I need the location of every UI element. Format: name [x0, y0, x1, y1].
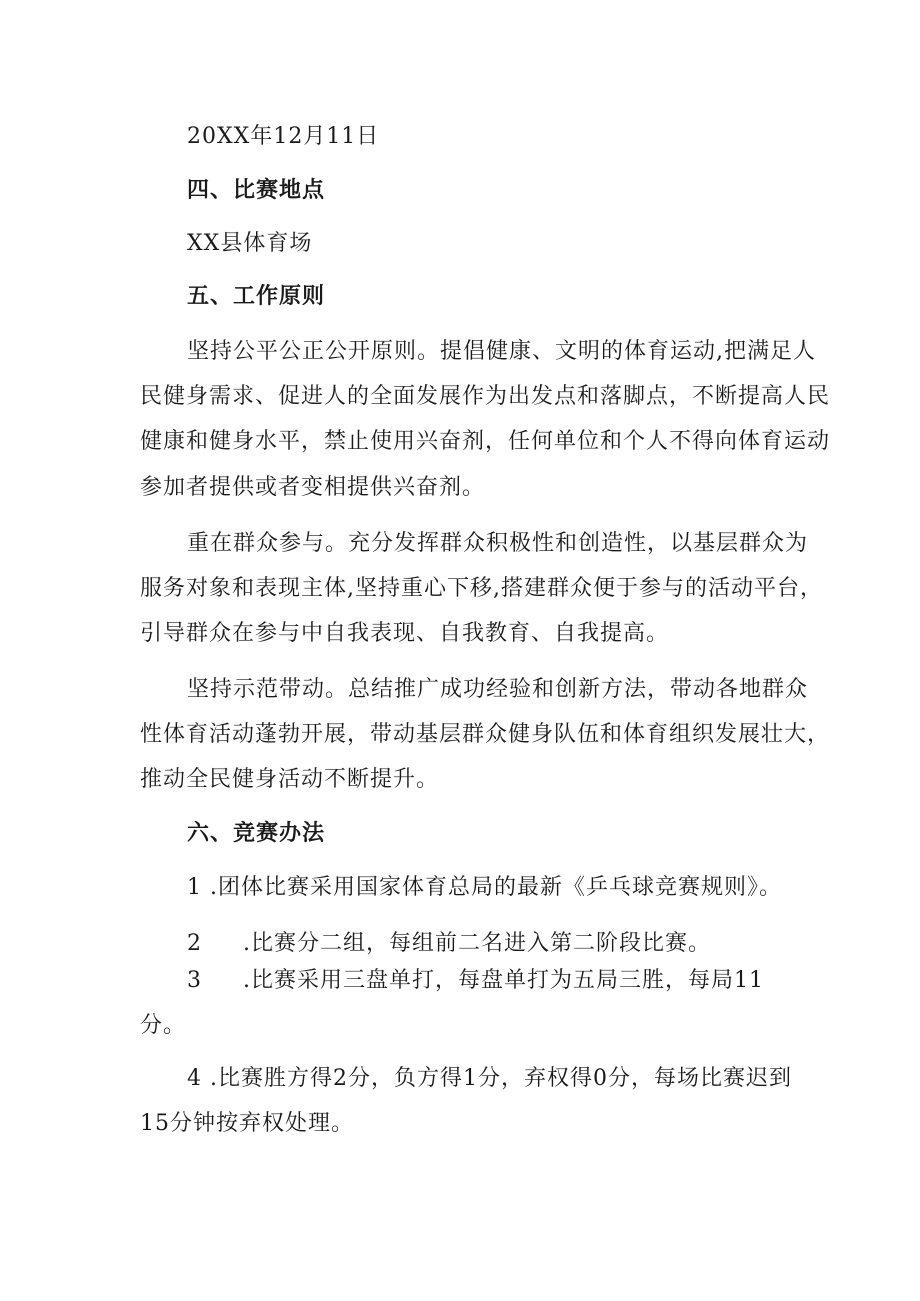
section6-heading: 六、竞赛办法 [187, 821, 326, 846]
section4-heading: 四、比赛地点 [187, 178, 326, 203]
rule-item-3-number: 3 [187, 968, 202, 993]
principle1-line2: 民健身需求、促进人的全面发展作为出发点和落脚点，不断提高人民 [140, 384, 831, 409]
principle3-line1: 坚持示范带动。总结推广成功经验和创新方法，带动各地群众 [187, 677, 809, 702]
date-line: 20XX年12月11日 [187, 124, 380, 149]
rule-item-2-text: .比赛分二组，每组前二名进入第二阶段比赛。 [243, 931, 711, 956]
rule-item-4-line1: 4 .比赛胜方得2分，负方得1分，弃权得0分，每场比赛迟到 [187, 1066, 792, 1091]
rule-item-2-number: 2 [187, 931, 202, 956]
principle1-line1: 坚持公平公正公开原则。提倡健康、文明的体育运动,把满足人 [187, 339, 816, 364]
principle2-line1: 重在群众参与。充分发挥群众积极性和创造性，以基层群众为 [187, 531, 809, 556]
rule-item-3-continued: 分。 [140, 1013, 187, 1038]
rule-item-3 [187, 966, 837, 996]
principle3-line2: 性体育活动蓬勃开展，带动基层群众健身队伍和体育组织发展壮大， [140, 722, 831, 747]
venue-text: XX县体育场 [187, 231, 313, 256]
rule-item-4-line2: 15分钟按弃权处理。 [140, 1111, 354, 1136]
principle2-line3: 引导群众在参与中自我表现、自我教育、自我提高。 [140, 621, 670, 646]
rule-item-3-text: .比赛采用三盘单打，每盘单打为五局三胜，每局11 [243, 968, 764, 993]
principle1-line3: 健康和健身水平，禁止使用兴奋剂，任何单位和个人不得向体育运动 [140, 429, 831, 454]
rule-item-1: 1 .团体比赛采用国家体育总局的最新《乒乓球竞赛规则》。 [187, 875, 782, 900]
principle3-line3: 推动全民健身活动不断提升。 [140, 767, 440, 792]
principle1-line4: 参加者提供或者变相提供兴奋剂。 [140, 475, 486, 500]
section5-heading: 五、工作原则 [187, 284, 326, 309]
principle2-line2: 服务对象和表现主体,坚持重心下移,搭建群众便于参与的活动平台， [140, 576, 823, 601]
rule-item-2 [187, 929, 837, 959]
